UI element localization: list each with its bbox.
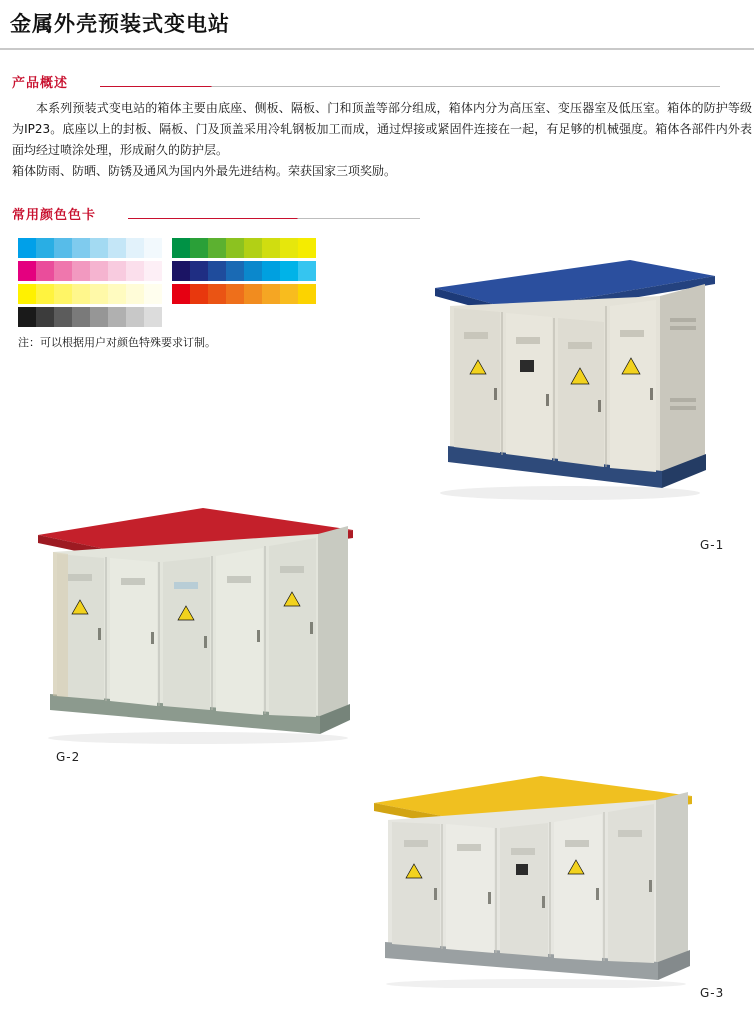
color-swatch (280, 261, 298, 281)
color-swatch (72, 261, 90, 281)
color-swatch-block (18, 238, 162, 258)
color-swatch (108, 238, 126, 258)
section-divider-color-chart (128, 218, 420, 219)
color-swatch (108, 261, 126, 281)
color-swatch (280, 238, 298, 258)
color-swatch (298, 238, 316, 258)
color-swatch (72, 284, 90, 304)
color-swatch (226, 238, 244, 258)
color-swatch (298, 284, 316, 304)
overview-body (12, 98, 752, 182)
color-swatch (208, 261, 226, 281)
color-swatch-block (18, 284, 162, 304)
color-swatch (126, 307, 144, 327)
color-swatch-block (172, 284, 316, 304)
color-swatch (72, 307, 90, 327)
photo-caption-g2: G-2 (56, 750, 81, 764)
photo-caption-g3: G-3 (700, 986, 725, 1000)
overview-paragraph-1: 本系列预装式变电站的箱体主要由底座、侧板、隔板、门和顶盖等部分组成，箱体内分为高压室、变压器室及低压室。箱体的防护等级为IP23。底座以上的封板、隔板、门及顶盖采用冷轧钢板加工而成，通过焊接或紧固件连接在一起，有足够的机械强度。箱体各部件内外表面均经过喷涂处理，形成耐久的防护层。 (12, 101, 752, 157)
section-heading-overview: 产品概述 (12, 76, 69, 91)
color-swatch (108, 307, 126, 327)
color-swatch (54, 261, 72, 281)
color-swatch (126, 284, 144, 304)
product-photo-g2 (28, 500, 358, 745)
color-swatch (144, 307, 162, 327)
color-swatch (226, 261, 244, 281)
color-swatch (90, 238, 108, 258)
color-swatch (244, 238, 262, 258)
color-swatch (190, 284, 208, 304)
color-swatch (18, 307, 36, 327)
product-photo-g1 (420, 248, 720, 508)
color-swatch-block (18, 307, 162, 327)
photo-caption-g1: G-1 (700, 538, 725, 552)
color-swatch (144, 261, 162, 281)
color-swatch (244, 261, 262, 281)
color-swatch-block (172, 238, 316, 258)
color-swatch (18, 284, 36, 304)
color-swatch (172, 261, 190, 281)
color-swatch (18, 238, 36, 258)
color-swatch (18, 261, 36, 281)
color-swatch (262, 284, 280, 304)
color-swatch (172, 284, 190, 304)
page-title: 金属外壳预装式变电站 (10, 12, 230, 36)
color-swatch (36, 307, 54, 327)
color-swatch (280, 284, 298, 304)
color-swatch (172, 238, 190, 258)
color-swatch (208, 284, 226, 304)
color-swatch-chart (18, 238, 326, 330)
color-swatch (126, 238, 144, 258)
product-photo-g3 (356, 768, 696, 988)
color-swatch-row (18, 307, 326, 327)
color-swatch (90, 284, 108, 304)
section-divider-overview (100, 86, 720, 87)
color-chart-note: 注：可以根据用户对颜色特殊要求订制。 (18, 336, 216, 349)
color-swatch (36, 261, 54, 281)
color-swatch (144, 284, 162, 304)
color-swatch (262, 238, 280, 258)
color-swatch-row (18, 261, 326, 281)
color-swatch (190, 238, 208, 258)
color-swatch (54, 238, 72, 258)
color-swatch (90, 261, 108, 281)
title-divider (0, 48, 754, 50)
color-swatch (54, 307, 72, 327)
color-swatch (72, 238, 90, 258)
color-swatch (262, 261, 280, 281)
color-swatch (90, 307, 108, 327)
color-swatch (144, 238, 162, 258)
color-swatch (190, 261, 208, 281)
color-swatch-block (18, 261, 162, 281)
color-swatch (298, 261, 316, 281)
color-swatch (36, 238, 54, 258)
color-swatch (226, 284, 244, 304)
color-swatch (54, 284, 72, 304)
color-swatch (108, 284, 126, 304)
color-swatch (36, 284, 54, 304)
section-heading-color-chart: 常用颜色色卡 (12, 208, 97, 223)
color-swatch-row (18, 284, 326, 304)
color-swatch-row (18, 238, 326, 258)
color-swatch (244, 284, 262, 304)
color-swatch-grid (18, 238, 326, 330)
overview-paragraph-2: 箱体防雨、防晒、防锈及通风为国内外最先进结构。荣获国家三项奖励。 (12, 164, 397, 178)
color-swatch-block (172, 261, 316, 281)
color-swatch (208, 238, 226, 258)
color-swatch (126, 261, 144, 281)
